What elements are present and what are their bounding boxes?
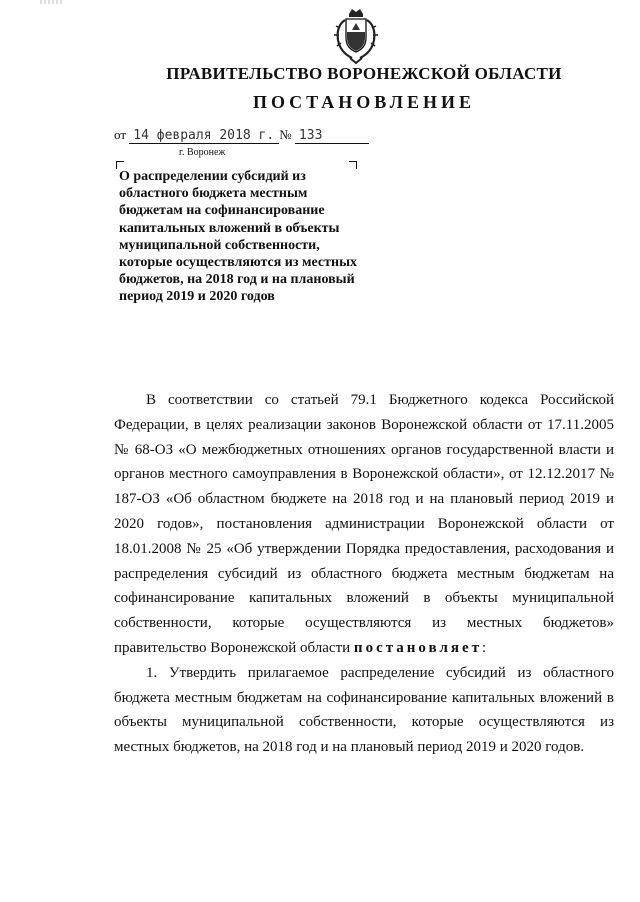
decree-word: постановляет [353, 639, 483, 656]
coat-of-arms-icon [332, 8, 380, 64]
document-type: ПОСТАНОВЛЕНИЕ [252, 92, 476, 112]
scan-artifact [40, 0, 64, 4]
clause-1: 1. Утвердить прилагаемое распределение субсидий из областного бюджета местным бюджетам на софинансирование капитальных вложений в объекты муниципальной собственности, которые осуществляются из местных бюджетов, на 2018 год и на плановый период 2019 и 2020 годов. [114, 664, 614, 756]
preamble-text: В соответствии со статьей 79.1 Бюджетного кодекса Российской Федерации, в целях реализации законов Воронежской области от 17.11.2005 № 68-ОЗ «О межбюджетных отношениях органов государственной власти и органов местного самоуправления в Воронежской области», от 12.12.2017 № 187-ОЗ «Об областном бюджете на 2018 год и на плановый период 2019 и 2020 годов», постановления администрации Воронежской области от 18.01.2008 № 25 «Об утверждении Порядка предоставления, расходования и распределения субсидий из областного бюджета местным бюджетам на софинансирование капитальных вложений в объекты муниципальной собственности, которые осуществляются из местных бюджетов» правительство Воронежской области [114, 392, 614, 656]
organization-name: ПРАВИТЕЛЬСТВО ВОРОНЕЖСКОЙ ОБЛАСТИ [166, 64, 562, 83]
city-label: г. Воронеж [179, 147, 226, 158]
document-body [114, 388, 614, 760]
preamble-paragraph [114, 388, 614, 661]
document-number: 133 [295, 129, 369, 144]
document-date: 14 февраля 2018 г. [129, 129, 279, 144]
decree-colon: : [482, 639, 487, 656]
document-subject: О распределении субсидий из областного бюджета местным бюджетам на софинансирование капитальных вложений в объекты муниципальной собственности, которые осуществляются из местных бюджетов, на 2018 год и на плановый период 2019 и 2020 годов [119, 169, 357, 305]
number-label: № [279, 127, 292, 142]
date-number-line [114, 127, 369, 144]
from-label: от [114, 127, 127, 142]
